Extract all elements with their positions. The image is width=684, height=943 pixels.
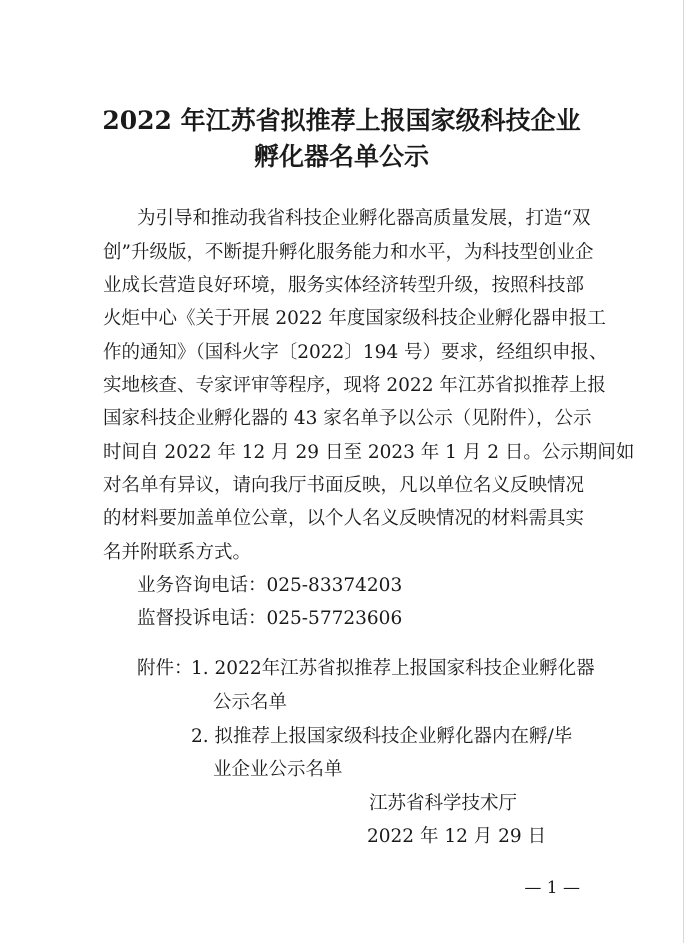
paragraph-line: 的材料要加盖单位公章，以个人名义反映情况的材料需具实: [103, 508, 585, 529]
document-title-line-1: 2022 年江苏省拟推荐上报国家级科技企业: [102, 106, 581, 135]
document-title-line-2: 孵化器名单公示: [253, 142, 429, 171]
page-number: — 1 —: [524, 878, 580, 898]
paragraph-line: 国家科技企业孵化器的 43 家名单予以公示（见附件），公示: [103, 408, 592, 429]
consult-phone: 业务咨询电话：025-83374203: [137, 575, 403, 596]
attachments-label: 附件：: [137, 658, 193, 679]
paragraph-line: 火炬中心《关于开展 2022 年度国家级科技企业孵化器申报工: [103, 308, 606, 329]
attachment-2-line-2: 业企业公示名单: [213, 759, 343, 780]
attachment-1-line-2: 公示名单: [213, 692, 288, 713]
complaint-phone: 监督投诉电话：025-57723606: [137, 608, 403, 629]
attachment-2-line-1: 2. 拟推荐上报国家级科技企业孵化器内在孵/毕: [191, 726, 573, 747]
paragraph-line: 业成长营造良好环境，服务实体经济转型升级，按照科技部: [103, 275, 585, 296]
paragraph-line: 对名单有异议，请向我厅书面反映，凡以单位名义反映情况: [103, 475, 585, 496]
paragraph-line: 实地核查、专家评审等程序，现将 2022 年江苏省拟推荐上报: [103, 375, 606, 396]
issue-date: 2022 年 12 月 29 日: [367, 826, 547, 847]
attachment-1-line-1: 1. 2022年江苏省拟推荐上报国家科技企业孵化器: [191, 658, 595, 679]
paragraph-line: 名并附联系方式。: [103, 542, 252, 563]
paragraph-line: 作的通知》（国科火字〔2022〕194 号）要求，经组织申报、: [103, 342, 608, 363]
paragraph-line: 为引导和推动我省科技企业孵化器高质量发展，打造“双: [137, 208, 591, 229]
paragraph-line: 时间自 2022 年 12 月 29 日至 2023 年 1 月 2 日。公示期间如: [103, 442, 635, 463]
issuer-name: 江苏省科学技术厅: [369, 793, 518, 814]
paragraph-line: 创”升级版，不断提升孵化服务能力和水平，为科技型创业企: [103, 242, 594, 263]
